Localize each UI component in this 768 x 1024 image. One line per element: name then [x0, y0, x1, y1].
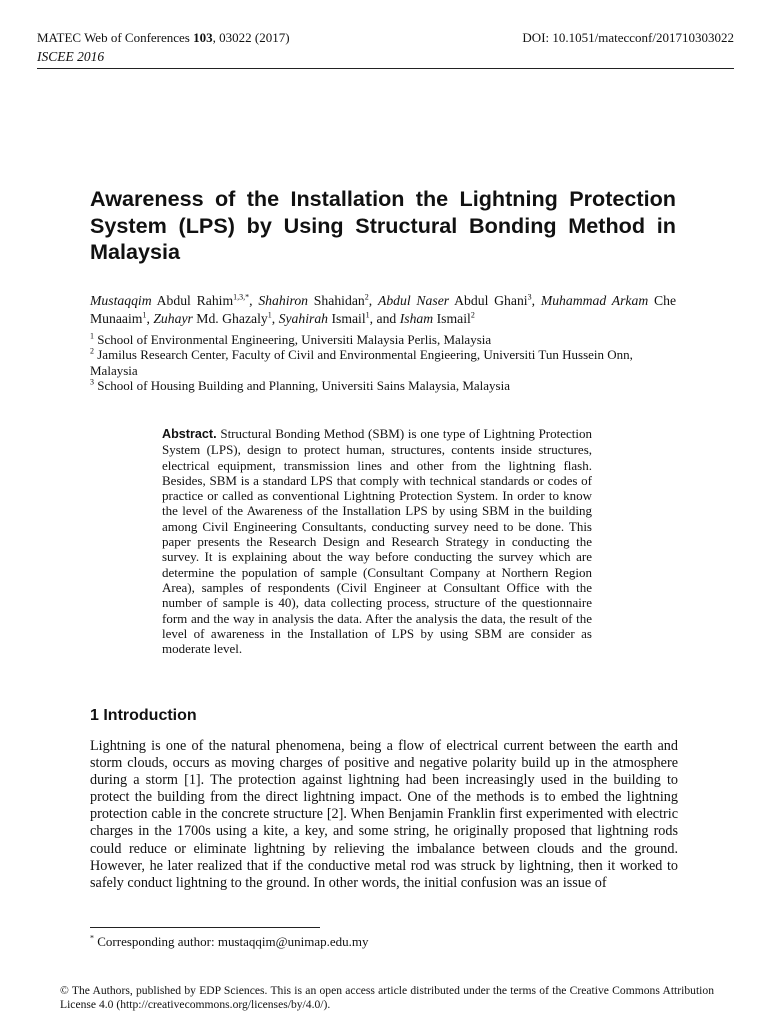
author-affiliation-mark: 1 [142, 309, 147, 319]
author [378, 293, 532, 308]
license-notice: © The Authors, published by EDP Sciences. This is an open access article distributed under the terms of the Creative Commons Attribution License 4.0 (http://creativecommons.org/licenses/by/4.0/). [60, 984, 714, 1011]
author-separator: , [249, 293, 259, 308]
header-rule [37, 68, 734, 69]
author-affiliation-mark: 1 [365, 309, 370, 319]
affiliation-item [90, 378, 676, 393]
author [400, 311, 475, 326]
journal-citation [37, 30, 290, 46]
affiliation-text: School of Environmental Engineering, Universiti Malaysia Perlis, Malaysia [94, 332, 492, 347]
author-separator: , [368, 293, 378, 308]
author-affiliation-mark: 2 [364, 292, 369, 302]
footnote-rule [90, 927, 320, 928]
author [90, 293, 249, 308]
affiliation-list [90, 332, 676, 393]
author-list [90, 292, 676, 327]
affiliation-number: 3 [90, 377, 94, 387]
section-heading: 1 Introduction [90, 707, 197, 724]
author-affiliation-mark: 2 [470, 309, 475, 319]
author-separator: , and [369, 310, 400, 326]
author-family-name: Md. Ghazaly [196, 310, 268, 326]
abstract [162, 426, 592, 656]
author [279, 311, 370, 326]
affiliation-text: School of Housing Building and Planning, Universiti Sains Malaysia, Malaysia [94, 377, 510, 393]
author-separator: , [531, 293, 541, 308]
affiliation-number: 1 [90, 331, 94, 341]
author-given-name: Syahirah [278, 310, 329, 326]
article-info: , 03022 (2017) [212, 30, 290, 45]
paper-title: Awareness of the Installation the Lightning Protection System (LPS) by Using Structural Bonding Method in Malaysia [90, 186, 676, 264]
body-paragraph: Lightning is one of the natural phenomena, being a flow of electrical current between the earth and storm clouds, occurs as moving charges of positive and negative polarity build up in the atmosphere during a storm [1]. The protection against lightning had been increasingly used in the building to protect the building from the direct lightning impact. One of the methods is to embed the lightning protection cable in the concrete structure [2]. When Benjamin Franklin first experimented with electric charges in the 1700s using a kite, a key, and some string, he originally proposed that lightning rods could reduce or eliminate lightning by relieving the imbalance between clouds and the ground. However, he later realized that if the conductive metal rod was struck by lightning, then it worked to safely conduct lightning to the ground. In other words, the initial confusion was an issue of [90, 738, 678, 891]
author-family-name: Ismail [436, 310, 471, 326]
author [258, 293, 368, 308]
doi-label[interactable]: DOI: 10.1051/matecconf/201710303022 [522, 30, 734, 45]
author-family-name: Abdul Ghani [454, 293, 528, 308]
author-affiliation-mark: 1 [267, 309, 272, 319]
author-family-name: Shahidan [313, 293, 365, 308]
affiliation-number: 2 [90, 346, 94, 356]
affiliation-item [90, 347, 676, 378]
affiliation-item [90, 332, 676, 347]
author-family-name: Abdul Rahim [156, 293, 234, 308]
abstract-label: Abstract. [162, 427, 217, 441]
author-affiliation-mark: 1,3,* [233, 292, 250, 302]
journal-prefix: MATEC Web of Conferences [37, 30, 194, 45]
footnote [90, 934, 368, 950]
author-given-name: Isham [399, 310, 434, 326]
author-given-name: Mustaqqim [90, 293, 152, 308]
abstract-text: Structural Bonding Method (SBM) is one type of Lightning Protection System (LPS), design to protect human, structures, contents inside structures, electrical equipment, transmission lines and other from the lightning flash. Besides, SBM is a standard LPS that comply with technical standards or codes of practice or called as conventional Lightning Protection System. In order to know the level of the Awareness of the Installation LPS by using SBM in the building among Civil Engineering Consultants, conducting survey need to be done. This paper presents the Research Design and Research Strategy in conducting the survey. It is explaining about the way before conducting the survey which are determine the population of sample (Consultant Company at Northern Region Area), samples of respondents (Civil Engineer at Consultant Office with the number of sample is 40), data collecting process, structure of the questionnaire form and the way in analysis the data. After the analysis the data, the result of the level of awareness in the Installation of LPS by using SBM are consider as moderate level. [162, 426, 593, 657]
author-separator: , [271, 310, 279, 326]
author-family-name: Che Munaaim [90, 293, 677, 326]
affiliation-text: Jamilus Research Center, Faculty of Civil and Environmental Engieering, Universiti Tun Hussein Onn, Malaysia [90, 347, 633, 378]
footnote-mark: * [90, 933, 94, 943]
journal-volume: 103 [193, 30, 213, 45]
author [153, 311, 271, 326]
author-given-name: Shahiron [258, 293, 309, 308]
author-given-name: Zuhayr [153, 310, 193, 326]
author-family-name: Ismail [331, 310, 366, 326]
author-affiliation-mark: 3 [527, 292, 532, 302]
footnote-text: Corresponding author: mustaqqim@unimap.edu.my [94, 934, 369, 949]
author-separator: , [146, 310, 154, 326]
author-given-name: Muhammad Arkam [540, 293, 649, 308]
author-given-name: Abdul Naser [377, 293, 450, 308]
conference-name: ISCEE 2016 [37, 49, 105, 64]
